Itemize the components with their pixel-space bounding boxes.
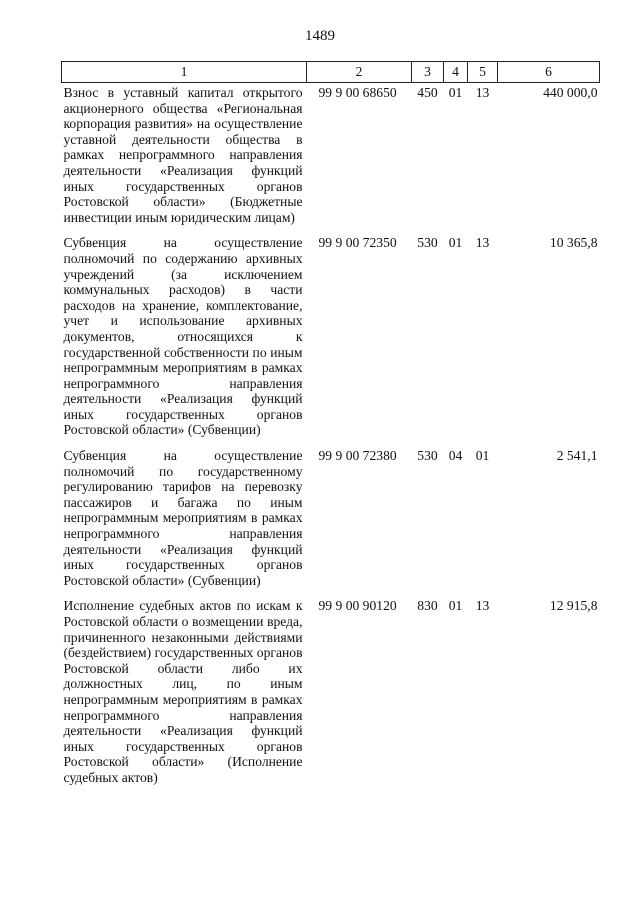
row-expense-type: 830 [417,598,438,614]
column-header: 4 [444,62,468,83]
page-number: 1489 [305,28,335,44]
row-expense-type: 530 [417,448,438,464]
row-section: 01 [448,598,463,614]
column-header: 1 [62,62,307,83]
table-header-row [62,62,600,83]
row-description: Субвенция на осуществление полномочий по содержанию архивных учреждений (за исключением коммунальных расходов) в части расходов на хранение, комплектование, учет и использование архивных документов, относящихся к государственной собственности по иным непрограммным мероприятиям в рамках непрограммного направления деятельности «Реализация функций иных государственных органов Ростовской области» (Субвенции) [63,235,303,438]
row-amount: 2 541,1 [556,448,598,464]
row-target-code: 99 9 00 68650 [318,85,397,100]
row-description: Исполнение судебных актов по искам к Ростовской области о возмещении вреда, причиненного незаконными действиями (бездействием) государственных органов Ростовской области либо их должностных лиц, по иным непрограммным мероприятиям в рамках непрограммного направления деятельности «Реализация функций иных государственных органов Ростовской области» (Исполнение судебных актов) [63,598,303,785]
row-expense-type: 450 [417,85,438,100]
row-target-code: 99 9 00 72350 [318,235,397,251]
row-section: 04 [448,448,463,464]
row-expense-type: 530 [417,235,438,251]
row-section: 01 [448,235,463,251]
row-subsection: 13 [475,85,490,100]
table-row [62,444,600,594]
row-subsection: 13 [475,598,490,614]
row-subsection: 13 [475,235,490,251]
row-target-code: 99 9 00 90120 [318,598,397,614]
table-row [62,594,600,791]
column-header: 3 [412,62,444,83]
table-row [62,231,600,444]
row-description: Субвенция на осуществление полномочий по государственному регулированию тарифов на перевозку пассажиров и багажа по иным непрограммным мероприятиям в рамках непрограммного направления деятельности «Реализация функций иных государственных органов Ростовской области» (Субвенции) [63,448,303,588]
row-description: Взнос в уставный капитал открытого акционерного общества «Региональная корпорация развития» на осуществление уставной деятельности общества в рамках непрограммного направления деятельности «Реализация функций иных государственных органов Ростовской области» (Бюджетные инвестиции иным юридическим лицам) [63,85,303,225]
column-header: 2 [307,62,412,83]
column-header: 5 [468,62,498,83]
row-subsection: 01 [475,448,490,464]
row-amount: 440 000,0 [543,85,598,100]
column-header: 6 [498,62,600,83]
row-amount: 12 915,8 [549,598,598,614]
row-amount: 10 365,8 [549,235,598,251]
row-target-code: 99 9 00 72380 [318,448,397,464]
row-section: 01 [448,85,463,100]
budget-table [61,61,600,792]
table-row [62,83,600,232]
